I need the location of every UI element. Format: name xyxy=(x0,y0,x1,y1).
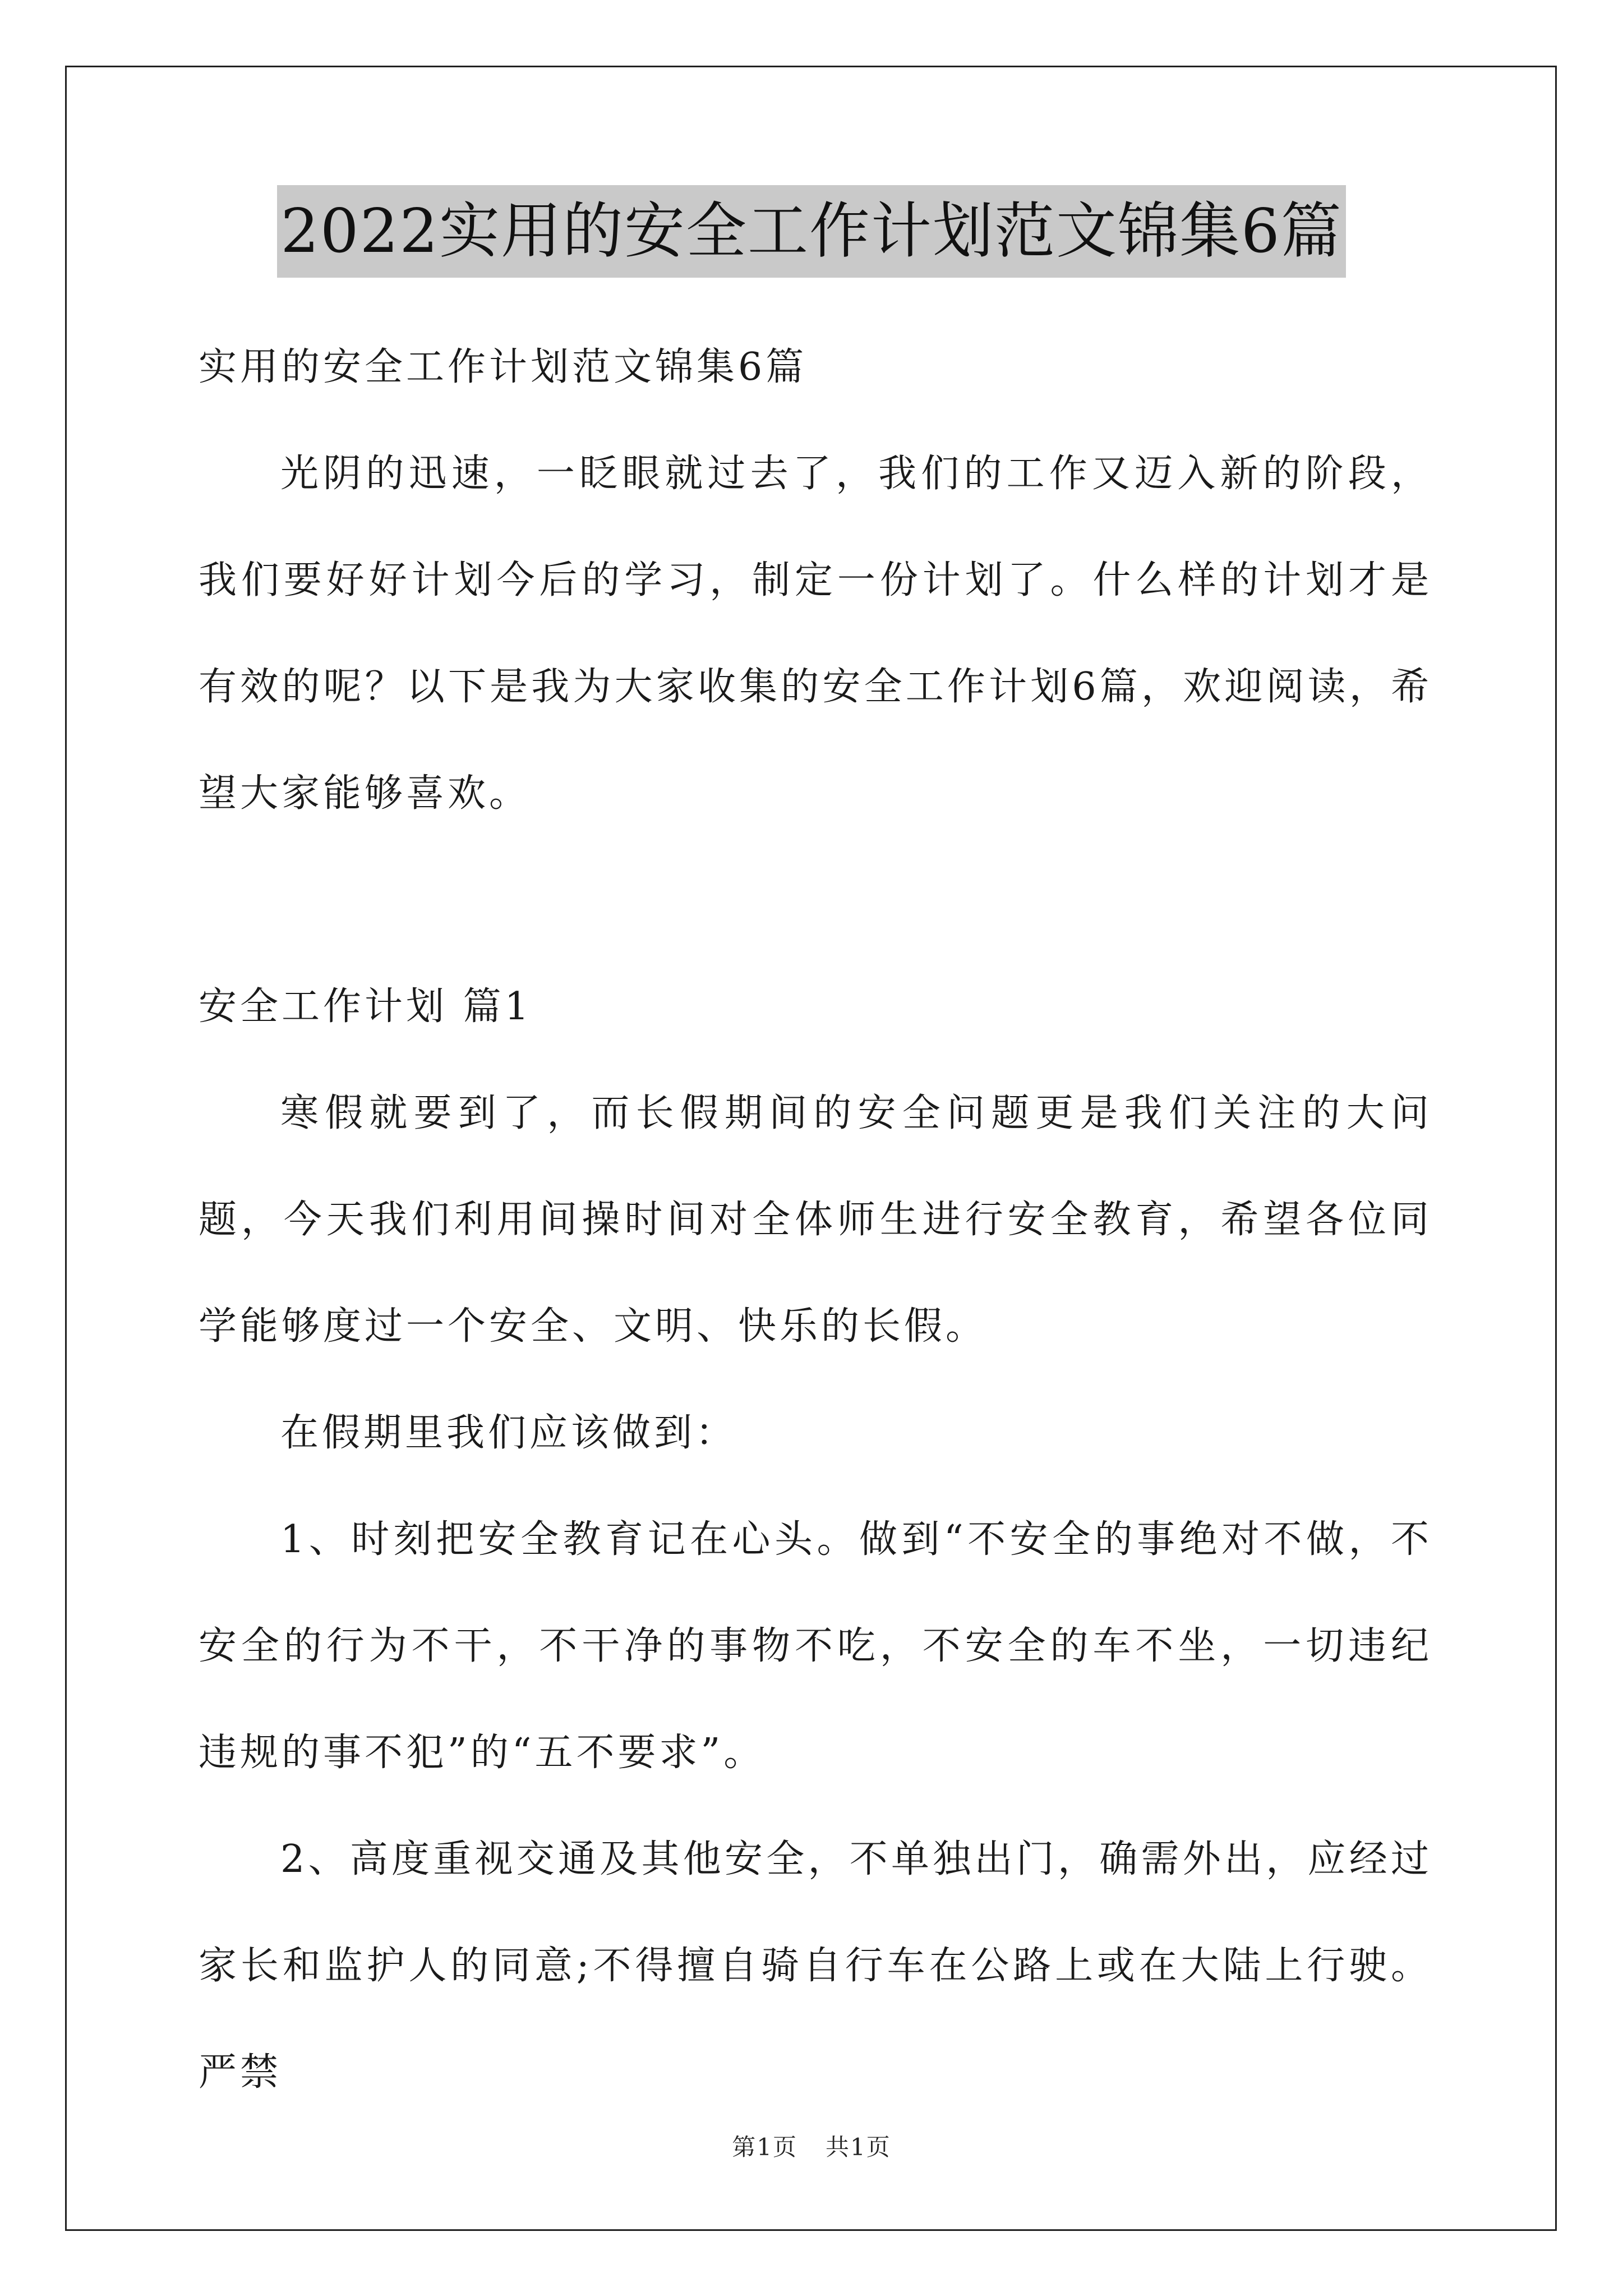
document-title: 2022实用的安全工作计划范文锦集6篇 xyxy=(277,185,1346,278)
body-paragraph: 寒假就要到了，而长假期间的安全问题更是我们关注的大问题，今天我们利用间操时间对全体师生进行安全教育，希望各位同学能够度过一个安全、文明、快乐的长假。 xyxy=(199,1091,1432,1349)
body-paragraph: 在假期里我们应该做到： xyxy=(280,1411,737,1455)
title-container xyxy=(0,185,1623,278)
page-footer xyxy=(0,2129,1623,2162)
document-body xyxy=(199,314,1432,2126)
page-number-current: 第1页 xyxy=(732,2133,797,2161)
page-number-total: 共1页 xyxy=(826,2133,891,2161)
body-paragraph: 2、高度重视交通及其他安全，不单独出门，确需外出，应经过家长和监护人的同意;不得擅自骑自行车在公路上或在大陆上行驶。严禁 xyxy=(199,1837,1432,2095)
body-paragraph: 1、时刻把安全教育记在心头。做到“不安全的事绝对不做，不安全的行为不干，不干净的事物不吃，不安全的车不坐，一切违纪违规的事不犯”的“五不要求”。 xyxy=(199,1517,1432,1775)
section-heading: 安全工作计划 篇1 xyxy=(199,984,532,1029)
spacer xyxy=(199,847,1432,954)
document-subtitle: 实用的安全工作计划范文锦集6篇 xyxy=(199,345,808,389)
intro-paragraph: 光阴的迅速，一眨眼就过去了，我们的工作又迈入新的阶段，我们要好好计划今后的学习，制定一份计划了。什么样的计划才是有效的呢？以下是我为大家收集的安全工作计划6篇，欢迎阅读，希望大家能够喜欢。 xyxy=(199,452,1432,816)
